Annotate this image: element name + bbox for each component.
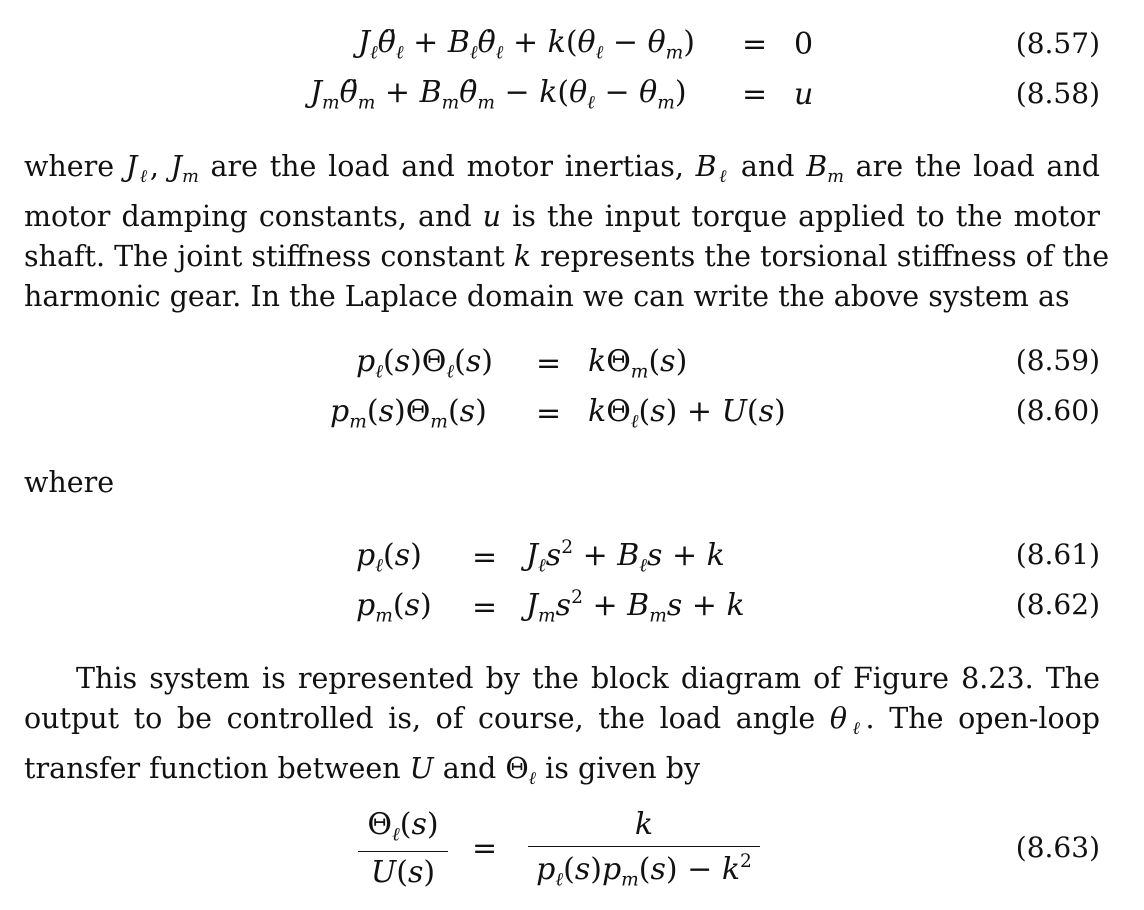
equation-8-60-rel: = <box>536 396 562 431</box>
paragraph-where: where <box>24 466 115 499</box>
equation-8-57-rhs: 0 <box>794 27 814 62</box>
equation-number: (8.58) <box>1015 77 1100 110</box>
equation-8-63-rel: = <box>472 831 498 866</box>
equation-8-61-rel: = <box>472 540 498 575</box>
equation-8-57-rel: = <box>742 27 768 62</box>
equation-8-62: $p_m(s)$ <box>356 588 432 627</box>
equation-number: (8.60) <box>1015 394 1100 427</box>
equation-8-59-rel: = <box>536 346 562 381</box>
equation-number: (8.62) <box>1015 588 1100 621</box>
equation-8-63-lhs-fraction: $\Theta_\ell(s)$ U(s) <box>358 810 448 888</box>
equation-8-62-rhs: $J_ms^2 + B_ms + k$ <box>526 587 745 627</box>
equation-8-63-rhs-fraction: k $p_\ell(s)p_m(s) - k^2$ <box>528 810 760 890</box>
equation-8-58-rel: = <box>742 77 768 112</box>
equation-8-60: $p_m(s)\Theta_m(s)$ <box>330 394 487 433</box>
equation-8-59: $p_\ell(s)\Theta_\ell(s)$ <box>356 344 493 383</box>
paragraph-block-diagram: This system is represented by the block diagram of Figure 8.23. The output to be controlled is, of course, the load angle $\theta_\ell$. The open-loop transfer function between U and $\Theta_\ell$ is given by <box>24 662 1101 790</box>
equation-8-62-rel: = <box>472 590 498 625</box>
equation-8-61-rhs: $J_\ell s^2 + B_\ell s + k$ <box>526 537 725 577</box>
equation-number: (8.57) <box>1015 27 1100 60</box>
equation-8-59-rhs: $k\Theta_m(s)$ <box>588 344 688 383</box>
equation-number: (8.61) <box>1015 538 1100 571</box>
equation-8-61: $p_\ell(s)$ <box>356 538 422 577</box>
equation-number: (8.59) <box>1015 344 1100 377</box>
equation-8-58-rhs: u <box>794 77 814 112</box>
equation-8-58: $J_m\thetä_m$ + $B_m\thetȧ_m - k(\theta_\ell - \theta_m)$ <box>310 75 687 114</box>
equation-8-60-rhs: $k\Theta_\ell(s) + U(s)$ <box>588 394 786 433</box>
equation-number: (8.63) <box>1015 831 1100 864</box>
equation-8-57: $J_\ell\thetä_\ell$ + $B_\ell\thetȧ_\ell + k(\theta_\ell - \theta_m)$ <box>358 25 695 64</box>
paragraph-parameters: where $J_\ell$, $J_m$ are the load and motor inertias, $B_\ell$ and $B_m$ are the load and motor damping constants, and u is the input torque applied to the motor shaft. The joint stiffness constant k represents the torsional stiffness of the harmonic gear. In the Laplace domain we can write the above system as <box>24 150 1110 314</box>
